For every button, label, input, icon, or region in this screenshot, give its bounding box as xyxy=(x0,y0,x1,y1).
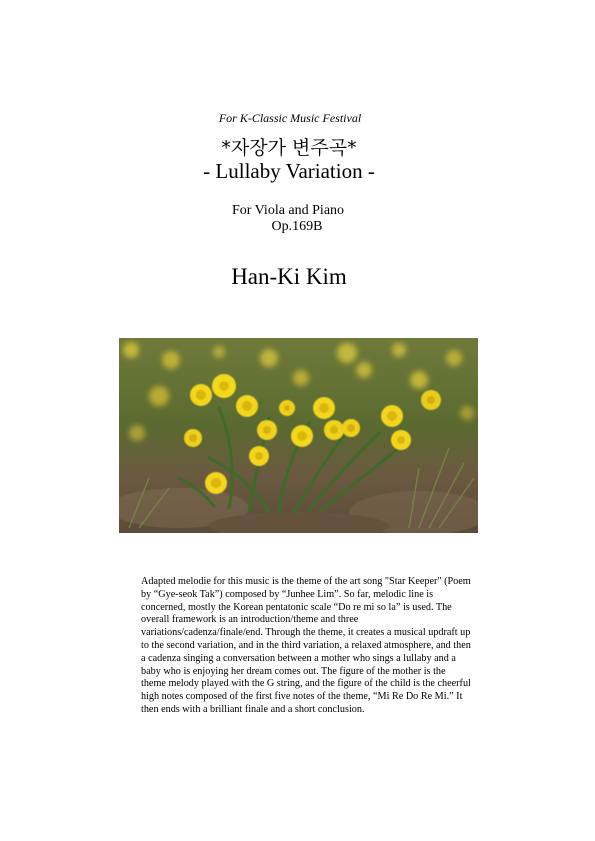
korean-title: *자장가 변주곡* xyxy=(221,137,357,159)
daffodil-illustration xyxy=(119,338,478,533)
daffodil-photo xyxy=(119,338,478,533)
festival-line: For K-Classic Music Festival xyxy=(218,111,362,125)
opus-number: Op.169B xyxy=(271,219,323,234)
work-title: - Lullaby Variation - xyxy=(203,159,375,183)
instrumentation: For Viola and Piano xyxy=(231,203,345,218)
program-notes: Adapted melodie for this music is the theme of the art song "Star Keeper" (Poem by “Gye-seok Tak”) composed by “Junhee Lim”. So far, melodic line is concerned, mostly the Korean pentatonic scale “Do re mi so la” is used. The overall framework is an introduction/theme and three variations/cadenza/finale/end. Through the theme, it creates a musical updraft up to the second variation, and in the third variation, a relaxed atmosphere, and then a cadenza singing a conversation between a mother who sings a lullaby and a baby who is enjoying her dream comes out. The figure of the mother is the theme melody played with the G string, and the figure of the child is the cheerful high notes composed of the first five notes of the theme, “Mi Re Do Re Mi.” It then ends with a brilliant finale and a short conclusion. xyxy=(141,576,471,715)
composer-name: Han-Ki Kim xyxy=(231,264,347,289)
